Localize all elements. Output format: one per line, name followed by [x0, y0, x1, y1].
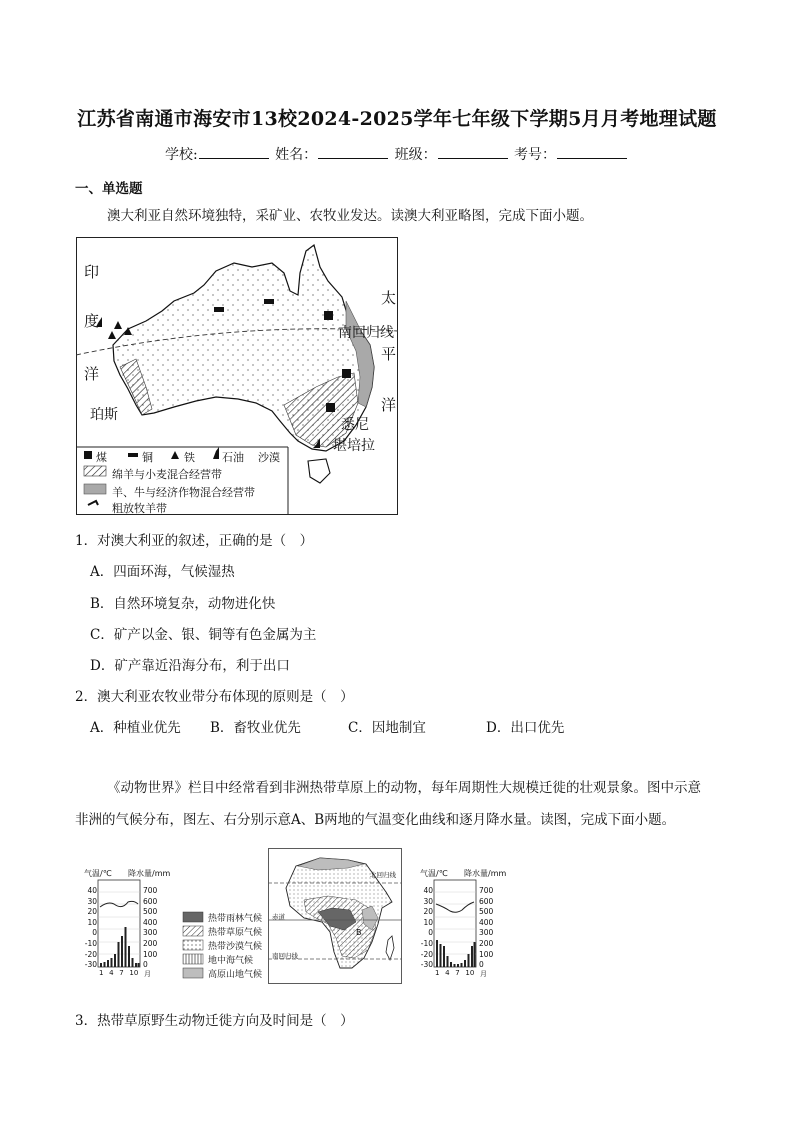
legend-copper: 铜	[142, 451, 153, 464]
left-precip-tick: 200	[143, 938, 158, 948]
tropic-south-label: 南回归线	[272, 952, 298, 960]
left-x-tick: 月	[143, 970, 151, 978]
right-temp-tick: 10	[423, 917, 433, 927]
passage-2-line-2: 非洲的气候分布，图左、右分别示意A、B两地的气温变化曲线和逐月降水量。读图，完成下面小题。	[75, 812, 676, 828]
right-temp-tick: 40	[423, 886, 433, 895]
exam-no-label: 考号：	[514, 147, 557, 163]
left-precip-tick: 700	[143, 886, 158, 895]
right-temp-label: 气温/℃	[420, 869, 448, 878]
question-3: 3．热带草原野生动物迁徙方向及时间是（ ）	[75, 1013, 354, 1029]
left-precip-tick: 300	[143, 928, 158, 938]
left-precip-label: 降水量/mm	[128, 869, 171, 878]
left-temp-tick: 40	[87, 886, 97, 895]
q2-option-a[interactable]: A．种植业优先	[90, 720, 181, 736]
right-precip-tick: 500	[479, 907, 494, 917]
student-info-line	[0, 144, 794, 164]
right-temp-tick: -30	[420, 960, 433, 970]
q1-option-c[interactable]: C．矿产以金、银、铜等有色金属为主	[90, 627, 317, 643]
left-temp-tick: 30	[87, 896, 97, 906]
right-temp-ticks	[418, 886, 433, 971]
legend-desert: 沙漠	[258, 451, 280, 464]
left-precip-ticks	[143, 886, 163, 971]
passage-2-line-1: 《动物世界》栏目中经常看到非洲热带草原上的动物，每年周期性大规模迁徙的壮观景象。图中示意	[107, 780, 701, 796]
left-temp-ticks	[82, 886, 97, 971]
right-precip-tick: 700	[479, 886, 494, 895]
left-x-tick: 1	[99, 969, 104, 977]
left-precip-tick: 0	[143, 960, 148, 970]
question-2: 2．澳大利亚农牧业带分布体现的原则是（ ）	[75, 689, 354, 705]
legend-rainforest: 热带雨林气候	[208, 914, 263, 924]
right-x-tick: 1	[435, 969, 440, 977]
left-x-tick: 4	[109, 969, 114, 977]
right-x-ticks	[435, 969, 487, 979]
right-x-tick: 4	[445, 969, 450, 977]
q1-option-d[interactable]: D．矿产靠近沿海分布，利于出口	[90, 658, 290, 674]
right-x-tick: 月	[479, 970, 487, 978]
equator-label: 赤道	[272, 913, 285, 921]
map-label-ping: 平	[381, 345, 397, 363]
exam-no-blank[interactable]	[557, 146, 627, 159]
climate-legend-swatches	[182, 911, 206, 983]
right-precip-ticks	[479, 886, 499, 971]
left-x-tick: 7	[119, 969, 124, 977]
map-label-du: 度	[84, 312, 100, 330]
right-precip-tick: 400	[479, 917, 494, 927]
question-1: 1．对澳大利亚的叙述，正确的是（ ）	[75, 533, 314, 549]
left-temp-tick: 0	[92, 928, 97, 938]
left-temp-tick: -30	[84, 960, 97, 970]
legend-grazing: 粗放牧羊带	[112, 502, 167, 515]
left-temp-tick: -10	[84, 938, 97, 948]
right-temp-tick: -20	[420, 949, 433, 959]
q2-option-c[interactable]: C．因地制宜	[348, 720, 426, 736]
left-x-tick: 10	[129, 969, 139, 977]
school-blank[interactable]	[199, 146, 269, 159]
q2-option-b[interactable]: B．畜牧业优先	[210, 720, 301, 736]
sydney-label: 悉尼	[341, 417, 369, 433]
q2-option-d[interactable]: D．出口优先	[486, 720, 565, 736]
right-precip-tick: 0	[479, 960, 484, 970]
africa-map	[268, 848, 402, 984]
legend-desert-climate: 热带沙漠气候	[208, 942, 263, 952]
perth-label: 珀斯	[90, 407, 118, 423]
left-temp-tick: 20	[87, 907, 97, 917]
legend-coal: 煤	[96, 451, 107, 464]
page-title: 江苏省南通市海安市13校2024-2025学年七年级下学期5月月考地理试题	[77, 108, 717, 130]
right-temp-tick: 30	[423, 896, 433, 906]
legend-wheat-sheep: 绵羊与小麦混合经营带	[112, 468, 222, 481]
canberra-label: 堪培拉	[333, 438, 375, 454]
right-precip-tick: 200	[479, 938, 494, 948]
point-b-label: B	[356, 928, 362, 937]
q1-option-a[interactable]: A．四面环海，气候湿热	[90, 564, 235, 580]
legend-oil: 石油	[222, 451, 244, 464]
left-x-ticks	[99, 969, 151, 979]
tropic-north-label: 北回归线	[370, 871, 396, 879]
legend-iron: 铁	[184, 451, 195, 464]
left-precip-tick: 100	[143, 949, 158, 959]
right-x-tick: 7	[455, 969, 460, 977]
right-precip-tick: 600	[479, 896, 494, 906]
section-heading: 一、单选题	[75, 181, 143, 197]
legend-mediterranean: 地中海气候	[208, 956, 254, 966]
map-label-yang: 洋	[84, 365, 100, 383]
class-blank[interactable]	[438, 146, 508, 159]
right-precip-label: 降水量/mm	[464, 869, 507, 878]
legend-highland: 高原山地气候	[208, 970, 263, 980]
left-precip-tick: 600	[143, 896, 158, 906]
map-label-tai: 太	[381, 289, 397, 307]
left-temp-tick: 10	[87, 917, 97, 927]
right-x-tick: 10	[465, 969, 475, 977]
right-precip-tick: 100	[479, 949, 494, 959]
map-label-yang2: 洋	[381, 396, 397, 414]
class-label: 班级：	[394, 147, 437, 163]
left-precip-tick: 500	[143, 907, 158, 917]
tropic-label: 南回归线	[338, 325, 394, 341]
left-precip-tick: 400	[143, 917, 158, 927]
left-temp-tick: -20	[84, 949, 97, 959]
legend-cattle-crops: 羊、牛与经济作物混合经营带	[112, 486, 255, 499]
map-label-yin: 印	[84, 263, 100, 281]
climate-legend	[208, 912, 262, 982]
passage-1: 澳大利亚自然环境独特，采矿业、农牧业发达。读澳大利亚略图，完成下面小题。	[107, 208, 593, 224]
legend-savanna: 热带草原气候	[208, 928, 263, 938]
name-label: 姓名：	[275, 147, 318, 163]
school-label: 学校:	[164, 147, 198, 163]
right-temp-tick: 0	[428, 928, 433, 938]
name-blank[interactable]	[318, 146, 388, 159]
right-precip-tick: 300	[479, 928, 494, 938]
right-temp-tick: 20	[423, 907, 433, 917]
right-temp-tick: -10	[420, 938, 433, 948]
q1-option-b[interactable]: B．自然环境复杂，动物进化快	[90, 596, 276, 612]
left-temp-label: 气温/℃	[84, 869, 112, 878]
point-a-label: A	[346, 896, 352, 905]
